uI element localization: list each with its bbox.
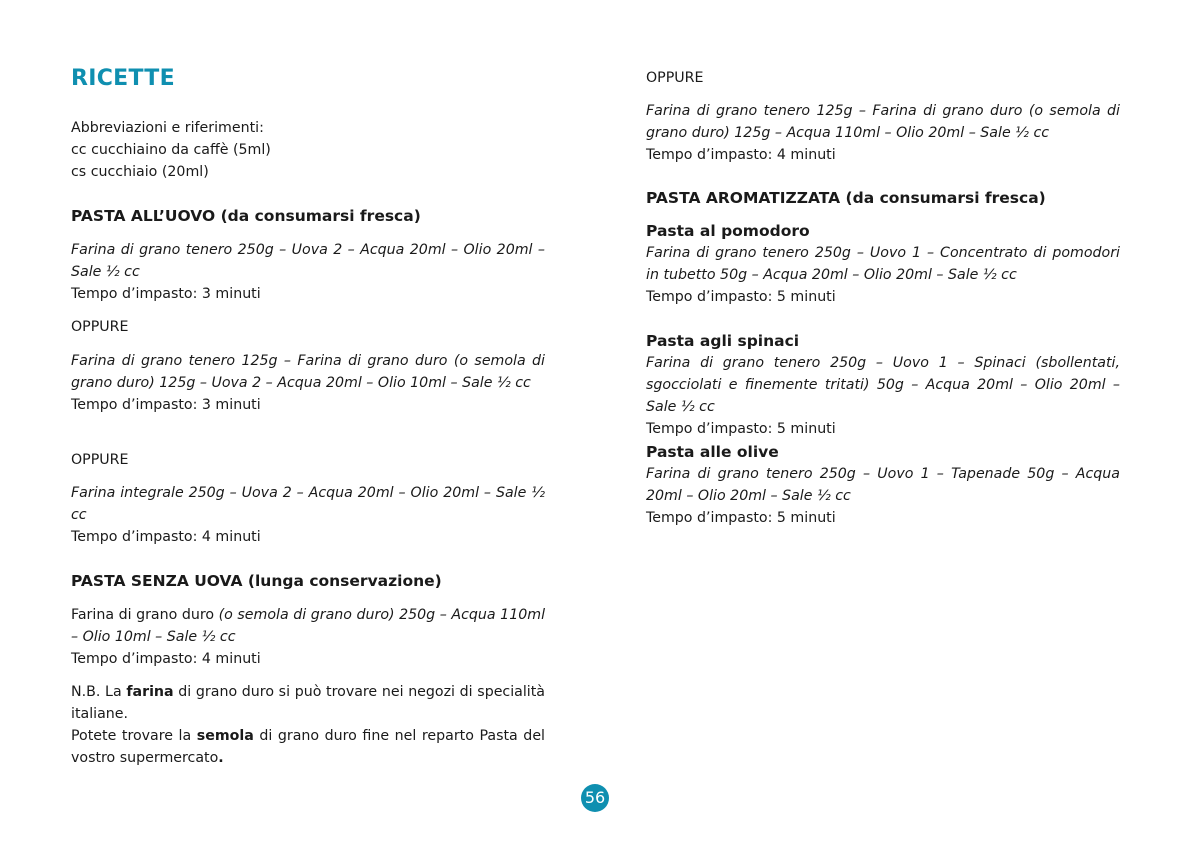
recipe-heading: Pasta agli spinaci bbox=[646, 332, 800, 350]
recipe-time: Tempo d’impasto: 5 minuti bbox=[646, 510, 836, 526]
note-text: N.B. La bbox=[71, 684, 127, 700]
note-bold: farina bbox=[126, 684, 174, 700]
recipe-ingredients: Farina di grano tenero 250g – Uovo 1 – Spinaci (sbollentati, sgocciolati e finemente tritati) 50g – Acqua 20ml – Olio 20ml – Sale ½ cc bbox=[646, 355, 1120, 415]
recipe-heading: Pasta al pomodoro bbox=[646, 222, 810, 240]
oppure-label-2 bbox=[71, 449, 545, 471]
recipe-time: Tempo d’impasto: 3 minuti bbox=[71, 286, 261, 302]
recipe-uovo-2 bbox=[71, 350, 545, 416]
recipe-ingredients bbox=[71, 604, 545, 648]
note-text: di grano duro fine nel reparto Pasta del vostro supermercato bbox=[71, 728, 545, 766]
note-paragraph-1 bbox=[71, 681, 545, 725]
note-bold-period: . bbox=[218, 750, 224, 766]
section-aromatizzata-heading bbox=[646, 187, 1120, 209]
page-number-badge: 56 bbox=[581, 784, 609, 812]
recipe-right-top bbox=[646, 100, 1120, 166]
section-senza-uova-heading bbox=[71, 570, 545, 592]
recipe-pomodoro bbox=[646, 220, 1120, 308]
recipe-ingredients: Farina di grano tenero 250g – Uova 2 – Acqua 20ml – Olio 20ml – Sale ½ cc bbox=[71, 242, 545, 280]
recipe-plain-part: Farina di grano duro bbox=[71, 607, 219, 623]
note-text: Potete trovare la bbox=[71, 728, 197, 744]
recipe-ingredients: Farina integrale 250g – Uova 2 – Acqua 20ml – Olio 20ml – Sale ½ cc bbox=[71, 485, 545, 523]
recipe-senza-uova bbox=[71, 604, 545, 670]
recipe-uovo-3 bbox=[71, 482, 545, 548]
recipe-uovo-1 bbox=[71, 239, 545, 305]
note-bold: semola bbox=[196, 728, 254, 744]
recipe-olive bbox=[646, 441, 1120, 529]
note-paragraph-2 bbox=[71, 725, 545, 769]
page-title: RICETTE bbox=[71, 66, 175, 91]
note-text: di grano duro si può trovare nei negozi di specialità italiane. bbox=[71, 684, 545, 722]
recipe-time: Tempo d’impasto: 4 minuti bbox=[646, 147, 836, 163]
section-heading: PASTA AROMATIZZATA (da consumarsi fresca) bbox=[646, 189, 1046, 207]
abbreviation-cs: cs cucchiaio (20ml) bbox=[71, 164, 209, 180]
abbreviations-block bbox=[71, 117, 545, 183]
recipe-time: Tempo d’impasto: 3 minuti bbox=[71, 397, 261, 413]
oppure-label: OPPURE bbox=[71, 319, 129, 335]
recipe-italic-part: (o semola di grano duro) 250g – Acqua 110ml – Olio 10ml – Sale ½ cc bbox=[71, 607, 546, 645]
recipe-time: Tempo d’impasto: 4 minuti bbox=[71, 651, 261, 667]
recipe-time: Tempo d’impasto: 4 minuti bbox=[71, 529, 261, 545]
oppure-label: OPPURE bbox=[646, 70, 704, 86]
recipe-time: Tempo d’impasto: 5 minuti bbox=[646, 289, 836, 305]
note-block bbox=[71, 681, 545, 769]
recipe-ingredients: Farina di grano tenero 250g – Uovo 1 – Concentrato di pomodori in tubetto 50g – Acqua 20ml – Olio 20ml – Sale ½ cc bbox=[646, 245, 1120, 283]
section-pasta-uovo-heading bbox=[71, 205, 545, 227]
recipe-spinaci bbox=[646, 330, 1120, 440]
recipe-heading: Pasta alle olive bbox=[646, 443, 779, 461]
oppure-label: OPPURE bbox=[71, 452, 129, 468]
section-heading: PASTA ALL’UOVO (da consumarsi fresca) bbox=[71, 207, 421, 225]
abbreviation-cc: cc cucchiaino da caffè (5ml) bbox=[71, 142, 271, 158]
recipe-ingredients: Farina di grano tenero 125g – Farina di grano duro (o semola di grano duro) 125g – Uova 2 – Acqua 20ml – Olio 10ml – Sale ½ cc bbox=[71, 353, 545, 391]
section-heading: PASTA SENZA UOVA (lunga conservazione) bbox=[71, 572, 442, 590]
recipe-ingredients: Farina di grano tenero 250g – Uovo 1 – Tapenade 50g – Acqua 20ml – Olio 20ml – Sale ½ cc bbox=[646, 466, 1120, 504]
recipe-ingredients: Farina di grano tenero 125g – Farina di grano duro (o semola di grano duro) 125g – Acqua 110ml – Olio 20ml – Sale ½ cc bbox=[646, 103, 1120, 141]
oppure-label-3 bbox=[646, 67, 1120, 89]
abbreviations-heading: Abbreviazioni e riferimenti: bbox=[71, 120, 264, 136]
recipe-time: Tempo d’impasto: 5 minuti bbox=[646, 421, 836, 437]
oppure-label-1 bbox=[71, 316, 545, 338]
